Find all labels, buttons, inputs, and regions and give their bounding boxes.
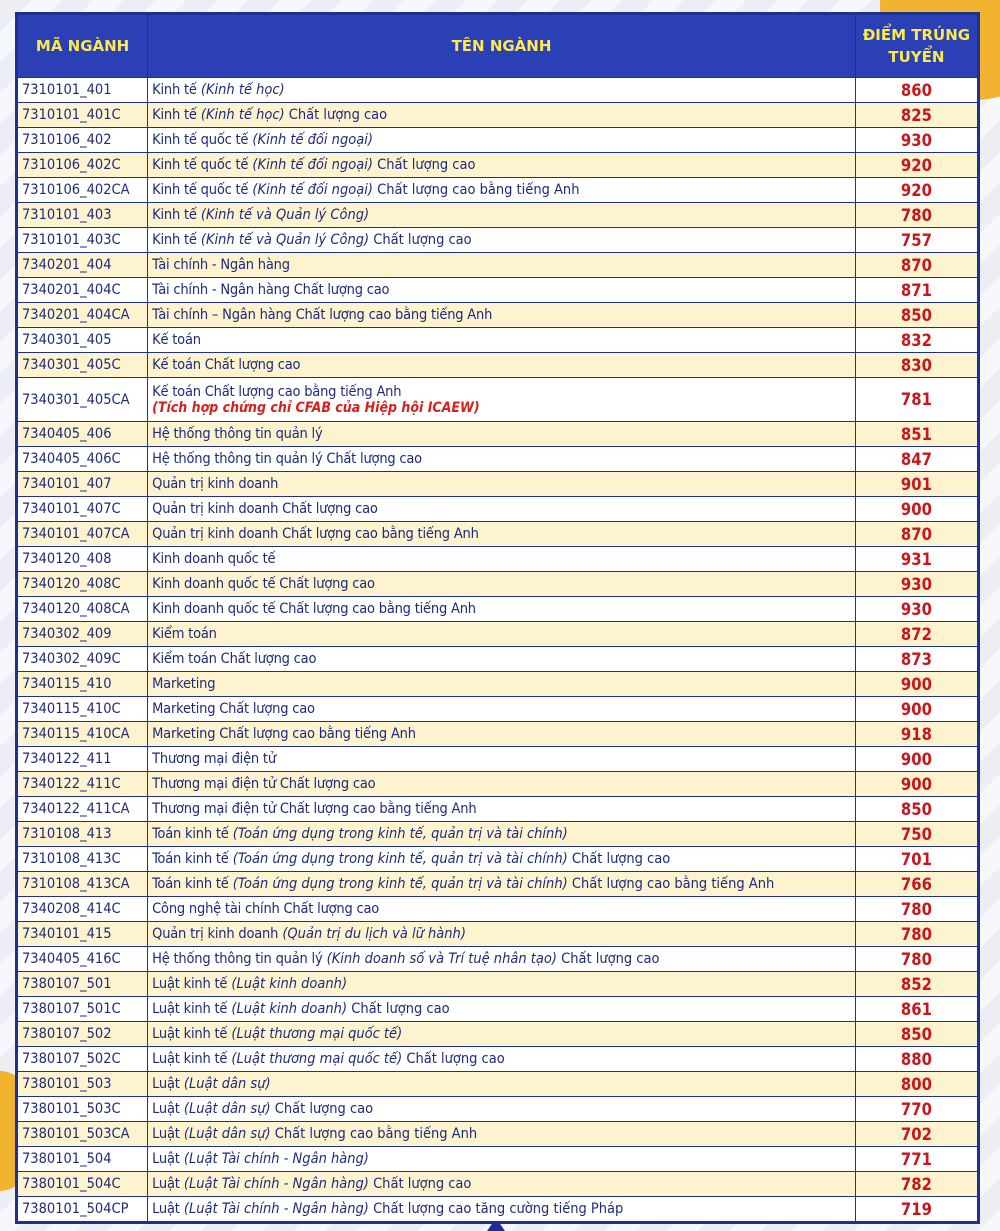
program-name: Luật kinh tế [152,1026,228,1042]
table-row [18,178,978,203]
program-name: Tài chính - Ngân hàng Chất lượng cao [152,282,390,298]
program-name-cell [148,178,856,203]
program-name: Quản trị kinh doanh Chất lượng cao bằng tiếng Anh [152,526,479,542]
program-specialization: (Toán ứng dụng trong kinh tế, quản trị và tài chính) [232,851,568,867]
program-specialization: (Luật kinh doanh) [231,976,348,992]
program-code: 7340120_408 [18,547,148,572]
program-code: 7340208_414C [18,897,148,922]
program-name-cell [148,303,856,328]
program-code: 7340301_405CA [18,378,148,422]
program-name-cell [148,1147,856,1172]
program-specialization: (Kinh tế học) [200,82,285,98]
program-name-cell [148,228,856,253]
admission-score: 920 [855,178,977,203]
program-code: 7340122_411C [18,772,148,797]
program-specialization: (Luật Tài chính - Ngân hàng) [183,1201,369,1217]
program-name: Tài chính – Ngân hàng Chất lượng cao bằng tiếng Anh [152,307,493,323]
program-code: 7380101_503CA [18,1122,148,1147]
program-code: 7380101_504C [18,1172,148,1197]
program-code: 7310106_402C [18,153,148,178]
table-row [18,797,978,822]
program-name: Thương mại điện tử Chất lượng cao [152,776,376,792]
program-name-cell [148,772,856,797]
program-code: 7340120_408CA [18,597,148,622]
table-row [18,722,978,747]
program-code: 7310101_401C [18,103,148,128]
program-name-cell [148,1172,856,1197]
program-name: Luật kinh tế [152,976,228,992]
admission-score: 872 [855,622,977,647]
program-name: Luật [152,1151,180,1167]
admission-score: 852 [855,972,977,997]
program-name: Kế toán Chất lượng cao [152,357,301,373]
program-name: Quản trị kinh doanh [152,476,279,492]
program-name: Kinh doanh quốc tế Chất lượng cao [152,576,375,592]
program-code: 7310101_403 [18,203,148,228]
program-name: Toán kinh tế [152,851,229,867]
program-code: 7340122_411CA [18,797,148,822]
program-specialization: (Luật dân sự) [183,1101,271,1117]
admission-score: 918 [855,722,977,747]
table-row [18,1097,978,1122]
program-name-cell [148,103,856,128]
admission-score: 871 [855,278,977,303]
admission-score: 771 [855,1147,977,1172]
admission-score: 901 [855,472,977,497]
table-row [18,497,978,522]
program-code: 7380107_502C [18,1047,148,1072]
program-name: Luật [152,1101,180,1117]
program-name-cell [148,1047,856,1072]
table-row [18,303,978,328]
program-name: Hệ thống thông tin quản lý [152,426,323,442]
admission-scores-table [15,12,980,1224]
program-code: 7380101_504 [18,1147,148,1172]
table-row [18,897,978,922]
program-specialization: (Luật dân sự) [183,1126,271,1142]
program-variant: Chất lượng cao bằng tiếng Anh [377,182,580,198]
admission-score: 880 [855,1047,977,1072]
program-name-cell [148,697,856,722]
program-code: 7310101_403C [18,228,148,253]
table-row [18,697,978,722]
table-row [18,672,978,697]
program-specialization: (Kinh tế và Quản lý Công) [200,207,370,223]
program-code: 7340101_407 [18,472,148,497]
program-name-cell [148,597,856,622]
program-code: 7310101_401 [18,78,148,103]
program-name-cell [148,153,856,178]
table-row [18,328,978,353]
program-variant: Chất lượng cao [274,1101,374,1117]
program-name-cell [148,1197,856,1222]
program-code: 7340405_406 [18,422,148,447]
program-name: Kinh doanh quốc tế [152,551,276,567]
program-note: (Tích hợp chứng chỉ CFAB của Hiệp hội ICAEW) [152,399,480,416]
program-name-cell [148,722,856,747]
program-name-cell [148,128,856,153]
table-header-row [18,15,978,78]
program-code: 7380107_501C [18,997,148,1022]
admission-score: 782 [855,1172,977,1197]
program-variant: Chất lượng cao [406,1051,505,1067]
program-name: Marketing Chất lượng cao [152,701,315,717]
program-specialization: (Toán ứng dụng trong kinh tế, quản trị và tài chính) [232,876,568,892]
program-name: Kế toán [152,332,201,348]
table-row [18,822,978,847]
admission-score: 766 [855,872,977,897]
admission-score: 920 [855,153,977,178]
admission-score: 861 [855,997,977,1022]
program-name-cell [148,797,856,822]
program-name-cell [148,328,856,353]
table-row [18,747,978,772]
program-name: Kinh tế quốc tế [152,182,249,198]
program-specialization: (Toán ứng dụng trong kinh tế, quản trị và tài chính) [232,826,568,842]
program-name: Luật [152,1126,180,1142]
table-row [18,922,978,947]
program-name-cell [148,897,856,922]
table-row [18,203,978,228]
program-name-cell [148,547,856,572]
program-specialization: (Quản trị du lịch và lữ hành) [282,926,466,942]
program-code: 7340120_408C [18,572,148,597]
program-name: Luật [152,1076,180,1092]
program-name-cell [148,1072,856,1097]
program-code: 7340405_416C [18,947,148,972]
table-row [18,622,978,647]
program-name: Kinh tế [152,107,197,123]
program-code: 7310106_402CA [18,178,148,203]
program-name: Hệ thống thông tin quản lý [152,951,323,967]
program-code: 7340201_404 [18,253,148,278]
program-code: 7380107_501 [18,972,148,997]
admission-score: 930 [855,597,977,622]
program-name-cell [148,1122,856,1147]
admission-score: 830 [855,353,977,378]
admission-score: 900 [855,497,977,522]
program-code: 7310106_402 [18,128,148,153]
admission-score: 800 [855,1072,977,1097]
header-score [855,15,977,78]
program-specialization: (Kinh tế và Quản lý Công) [200,232,370,248]
table-row [18,522,978,547]
program-name: Luật [152,1201,180,1217]
table-row [18,103,978,128]
table-row [18,1197,978,1222]
admission-score: 780 [855,947,977,972]
program-code: 7380101_503C [18,1097,148,1122]
admission-score: 719 [855,1197,977,1222]
program-specialization: (Luật thương mại quốc tế) [231,1026,403,1042]
program-code: 7380107_502 [18,1022,148,1047]
program-specialization: (Luật kinh doanh) [231,1001,348,1017]
program-name-cell [148,847,856,872]
table-row [18,572,978,597]
program-code: 7340101_407C [18,497,148,522]
program-code: 7340302_409 [18,622,148,647]
program-name: Kinh tế [152,232,197,248]
program-name: Kinh tế [152,207,197,223]
table-body [18,78,978,1222]
program-code: 7310108_413CA [18,872,148,897]
table-row [18,422,978,447]
program-name: Kinh tế quốc tế [152,157,249,173]
program-code: 7340301_405C [18,353,148,378]
admission-score: 930 [855,572,977,597]
program-variant: Chất lượng cao [288,107,388,123]
program-code: 7340302_409C [18,647,148,672]
admission-score: 900 [855,772,977,797]
admission-score: 873 [855,647,977,672]
header-name: TÊN NGÀNH [148,15,856,78]
program-specialization: (Kinh doanh số và Trí tuệ nhân tạo) [326,951,557,967]
table-row [18,253,978,278]
program-name: Marketing Chất lượng cao bằng tiếng Anh [152,726,416,742]
table-row [18,872,978,897]
admission-score: 781 [855,378,977,422]
program-variant: Chất lượng cao [351,1001,450,1017]
table-row [18,597,978,622]
program-code: 7340115_410CA [18,722,148,747]
program-name-cell [148,572,856,597]
program-code: 7340301_405 [18,328,148,353]
program-name-cell [148,922,856,947]
program-name-cell [148,747,856,772]
program-name: Toán kinh tế [152,826,229,842]
admission-score: 900 [855,747,977,772]
table-row [18,472,978,497]
table-row [18,1172,978,1197]
program-name-cell [148,947,856,972]
program-specialization: (Luật Tài chính - Ngân hàng) [183,1151,369,1167]
admission-score: 931 [855,547,977,572]
program-name-cell [148,647,856,672]
table-row [18,228,978,253]
program-name: Toán kinh tế [152,876,229,892]
table-row [18,972,978,997]
program-name: Kế toán Chất lượng cao bằng tiếng Anh [152,383,402,400]
program-variant: Chất lượng cao bằng tiếng Anh [571,876,775,892]
admission-score: 851 [855,422,977,447]
program-name-cell [148,997,856,1022]
admission-score: 850 [855,797,977,822]
program-code: 7340201_404C [18,278,148,303]
program-specialization: (Luật dân sự) [183,1076,271,1092]
program-name: Marketing [152,676,216,692]
table-row [18,447,978,472]
program-name-cell [148,872,856,897]
program-variant: Chất lượng cao bằng tiếng Anh [274,1126,478,1142]
program-code: 7340115_410 [18,672,148,697]
table-row [18,1147,978,1172]
program-name-cell [148,497,856,522]
program-code: 7380101_503 [18,1072,148,1097]
table-row [18,1047,978,1072]
table-row [18,78,978,103]
program-name: Luật kinh tế [152,1051,228,1067]
admission-score: 850 [855,303,977,328]
table-row [18,647,978,672]
program-name: Tài chính - Ngân hàng [152,257,290,273]
program-name: Kinh tế [152,82,197,98]
table-row [18,547,978,572]
admission-score: 825 [855,103,977,128]
admission-score: 900 [855,672,977,697]
program-specialization: (Luật thương mại quốc tế) [231,1051,403,1067]
program-name-cell [148,822,856,847]
table-row [18,1022,978,1047]
table-row [18,997,978,1022]
header-code: MÃ NGÀNH [18,15,148,78]
table-row [18,353,978,378]
program-code: 7380101_504CP [18,1197,148,1222]
admission-score: 780 [855,897,977,922]
program-name: Kinh doanh quốc tế Chất lượng cao bằng tiếng Anh [152,601,476,617]
admission-score: 770 [855,1097,977,1122]
program-name-cell [148,972,856,997]
admission-score: 900 [855,697,977,722]
program-name-cell [148,378,856,422]
table-row [18,947,978,972]
program-code: 7340101_407CA [18,522,148,547]
program-name-cell [148,522,856,547]
program-variant: Chất lượng cao [373,232,472,248]
program-code: 7310108_413C [18,847,148,872]
program-variant: Chất lượng cao tăng cường tiếng Pháp [373,1201,624,1217]
program-name-cell [148,472,856,497]
program-name-cell [148,353,856,378]
header-score-label: ĐIỂM TRÚNG TUYỂN [862,26,971,66]
program-name: Luật kinh tế [152,1001,228,1017]
program-name-cell [148,278,856,303]
program-specialization: (Kinh tế học) [200,107,285,123]
table-row [18,847,978,872]
program-name: Hệ thống thông tin quản lý Chất lượng cao [152,451,422,467]
admission-score: 702 [855,1122,977,1147]
admission-score: 870 [855,522,977,547]
admission-score: 757 [855,228,977,253]
table-row [18,378,978,422]
program-name: Kinh tế quốc tế [152,132,249,148]
program-variant: Chất lượng cao [561,951,660,967]
program-name: Quản trị kinh doanh [152,926,279,942]
program-name: Thương mại điện tử [152,751,276,767]
program-name-cell [148,672,856,697]
program-variant: Chất lượng cao [373,1176,472,1192]
program-code: 7340101_415 [18,922,148,947]
admission-score: 701 [855,847,977,872]
program-name-cell [148,622,856,647]
table-row [18,153,978,178]
admission-score: 780 [855,922,977,947]
program-name: Kiểm toán [152,626,217,642]
program-name-cell [148,447,856,472]
table-row [18,278,978,303]
table-row [18,1072,978,1097]
admission-score: 832 [855,328,977,353]
program-name: Kiểm toán Chất lượng cao [152,651,317,667]
program-name-cell [148,253,856,278]
program-name: Công nghệ tài chính Chất lượng cao [152,901,380,917]
program-code: 7340405_406C [18,447,148,472]
program-name-cell [148,78,856,103]
program-specialization: (Kinh tế đối ngoại) [252,182,373,198]
table-row [18,1122,978,1147]
program-name: Thương mại điện tử Chất lượng cao bằng tiếng Anh [152,801,477,817]
admission-score: 750 [855,822,977,847]
program-name-cell [148,203,856,228]
program-code: 7310108_413 [18,822,148,847]
program-variant: Chất lượng cao [377,157,476,173]
table-row [18,128,978,153]
program-name: Quản trị kinh doanh Chất lượng cao [152,501,378,517]
admission-score: 860 [855,78,977,103]
program-code: 7340115_410C [18,697,148,722]
admission-score: 850 [855,1022,977,1047]
admission-score: 847 [855,447,977,472]
program-specialization: (Luật Tài chính - Ngân hàng) [183,1176,369,1192]
program-code: 7340201_404CA [18,303,148,328]
admission-score: 780 [855,203,977,228]
admission-score: 870 [855,253,977,278]
program-name: Luật [152,1176,180,1192]
program-name-cell [148,1097,856,1122]
program-specialization: (Kinh tế đối ngoại) [252,132,373,148]
program-name-cell [148,422,856,447]
program-name-cell [148,1022,856,1047]
program-variant: Chất lượng cao [571,851,671,867]
program-code: 7340122_411 [18,747,148,772]
program-specialization: (Kinh tế đối ngoại) [252,157,373,173]
admission-score: 930 [855,128,977,153]
table-row [18,772,978,797]
